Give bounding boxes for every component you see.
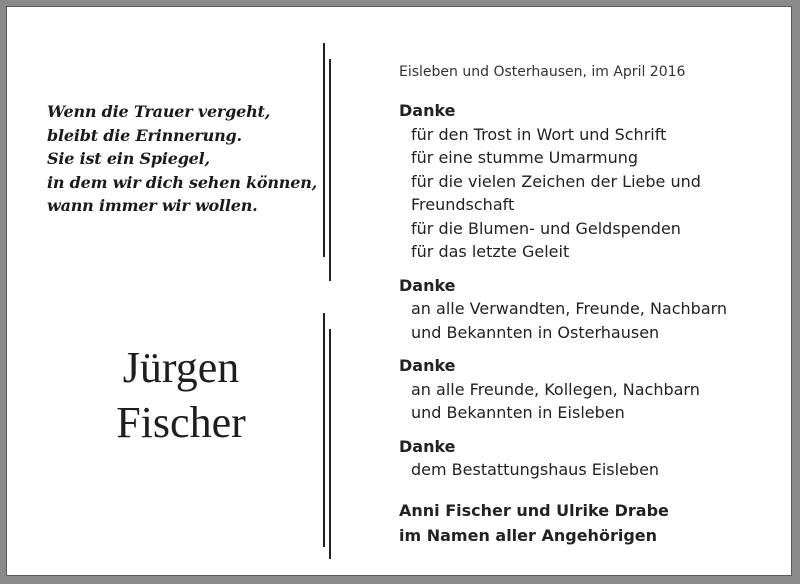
thanks-column xyxy=(399,63,779,548)
quote-line: wann immer wir wollen. xyxy=(47,196,258,215)
thanks-line: und Bekannten in Eisleben xyxy=(411,403,625,422)
quote-line: bleibt die Erinnerung. xyxy=(47,125,242,145)
thanks-heading: Danke xyxy=(399,356,456,375)
thanks-line: an alle Verwandten, Freunde, Nachbarn xyxy=(411,299,728,318)
divider-line xyxy=(329,329,331,559)
obituary-card xyxy=(6,6,792,576)
deceased-name xyxy=(67,340,295,450)
quote-line: in dem wir dich sehen können, xyxy=(47,172,318,192)
thanks-section xyxy=(399,274,779,345)
thanks-line: dem Bestattungshaus Eisleben xyxy=(411,460,660,479)
signature xyxy=(399,498,779,548)
signature-subline: im Namen aller Angehörigen xyxy=(399,525,658,545)
thanks-line: an alle Freunde, Kollegen, Nachbarn xyxy=(411,379,700,399)
quote-line: Sie ist ein Spiegel, xyxy=(47,149,210,168)
divider-line xyxy=(323,313,325,547)
thanks-line: für die vielen Zeichen der Liebe und xyxy=(411,171,701,191)
divider-line xyxy=(323,43,325,257)
quote-line: Wenn die Trauer vergeht, xyxy=(47,102,271,121)
thanks-line: für den Trost in Wort und Schrift xyxy=(411,124,667,144)
thanks-heading: Danke xyxy=(399,275,456,295)
thanks-section xyxy=(399,99,779,264)
thanks-section xyxy=(399,435,779,482)
deceased-last-name: Fischer xyxy=(116,398,246,447)
thanks-line: für das letzte Geleit xyxy=(411,242,570,261)
signature-names: Anni Fischer und Ulrike Drabe xyxy=(399,500,669,520)
deceased-first-name: Jürgen xyxy=(122,343,240,392)
thanks-heading: Danke xyxy=(399,101,456,120)
thanks-heading: Danke xyxy=(399,436,456,456)
memorial-quote xyxy=(47,100,317,218)
thanks-line: und Bekannten in Osterhausen xyxy=(411,322,660,342)
place-date: Eisleben und Osterhausen, im April 2016 xyxy=(399,64,686,80)
thanks-line: Freundschaft xyxy=(411,195,515,214)
thanks-line: für eine stumme Umarmung xyxy=(411,148,639,167)
thanks-section xyxy=(399,354,779,425)
thanks-line: für die Blumen- und Geldspenden xyxy=(411,218,681,238)
divider-line xyxy=(329,59,331,281)
